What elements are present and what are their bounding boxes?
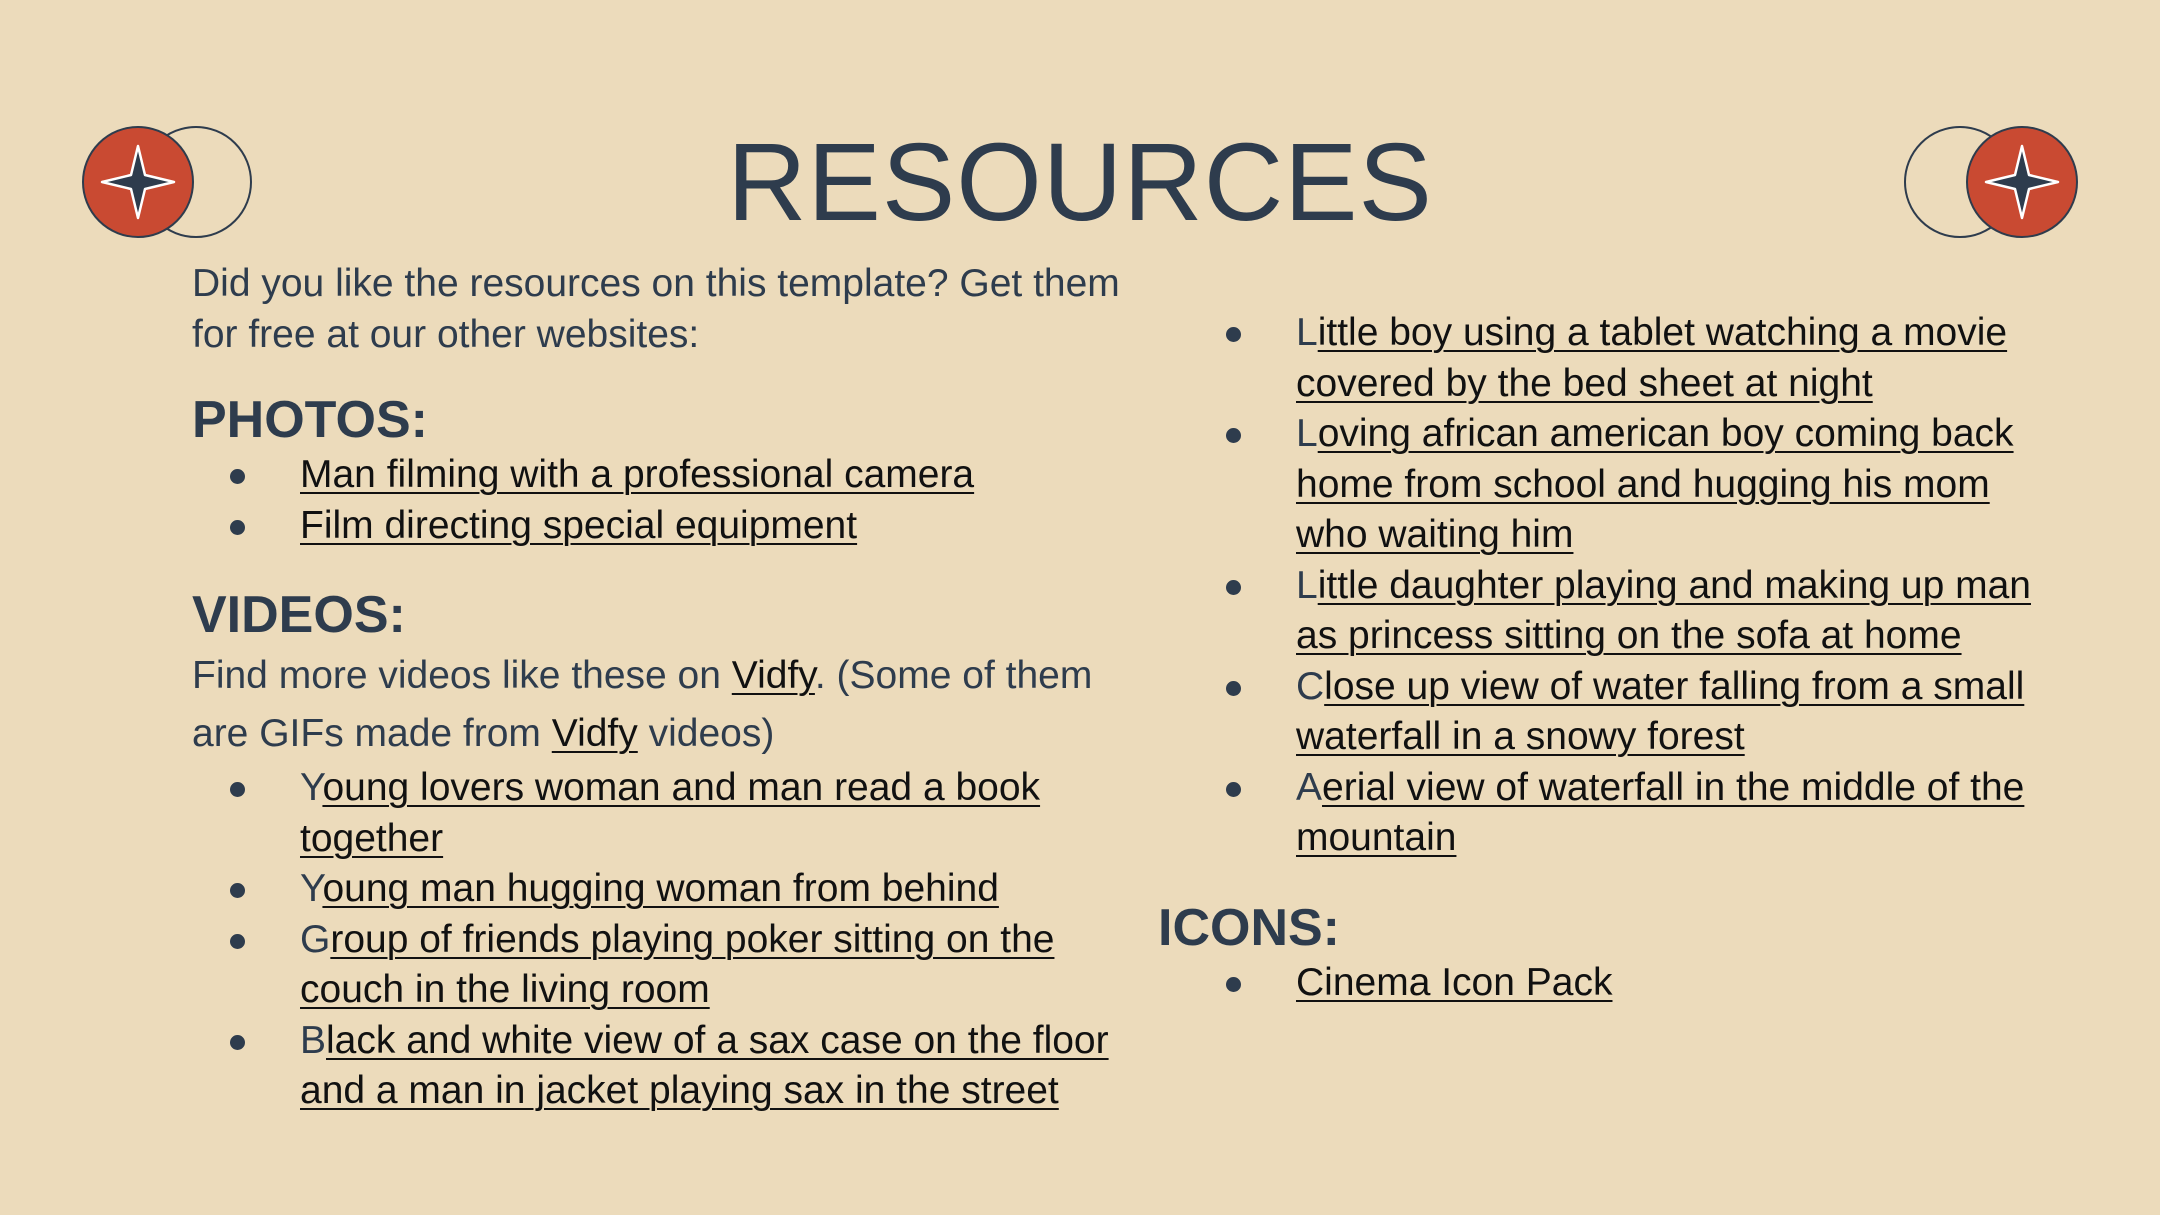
note-text: . (Some of them are GIFs made from (192, 654, 1093, 755)
first-letter: L (1296, 412, 1318, 455)
list-item (1190, 662, 2040, 763)
list-item (192, 864, 1152, 915)
resource-link[interactable]: Cinema Icon Pack (1296, 960, 1613, 1004)
list-item (1190, 308, 2040, 409)
icons-heading: ICONS: (1158, 898, 1340, 957)
page-title: RESOURCES (727, 121, 1433, 244)
first-letter: L (1296, 563, 1318, 607)
resource-link[interactable]: ittle boy using a tablet watching a movie covered by the bed sheet at night (1296, 311, 2008, 405)
bullet-icon (1226, 782, 1241, 797)
resource-link[interactable]: erial view of waterfall in the middle of the mountain (1296, 765, 2025, 859)
list-item (192, 1016, 1152, 1117)
vidfy-link[interactable]: Vidfy (551, 712, 638, 755)
first-letter: Y (300, 867, 323, 910)
resource-link[interactable]: oung man hugging woman from behind (322, 867, 999, 910)
first-letter: C (1296, 664, 1325, 708)
list-item (1190, 958, 2040, 1009)
first-letter: Y (300, 766, 323, 809)
first-letter: G (300, 917, 331, 961)
resource-link[interactable]: ittle daughter playing and making up man as princess sitting on the sofa at home (1296, 563, 2031, 657)
intro-text: Did you like the resources on this template? Get them for free at our other websites: (192, 262, 1120, 356)
bullet-icon (230, 934, 245, 949)
first-letter: B (300, 1018, 327, 1062)
videos-list (192, 763, 1152, 1117)
left-column (192, 258, 1152, 1117)
note-text: videos) (637, 712, 775, 755)
bullet-icon (1226, 327, 1241, 342)
list-item (1190, 409, 2040, 561)
videos-list-continued (1190, 308, 2040, 864)
vidfy-link[interactable]: Vidfy (731, 654, 815, 697)
resource-link[interactable]: Film directing special equipment (300, 503, 858, 547)
star-circle-icon (1902, 124, 2082, 240)
icons-list (1190, 958, 2040, 1009)
resource-link[interactable]: oving african american boy coming back home from school and hugging his mom who waiting him (1296, 412, 2014, 556)
first-letter: L (1296, 311, 1318, 354)
bullet-icon (1226, 580, 1241, 595)
bullet-icon (230, 520, 245, 535)
list-item (192, 763, 1152, 864)
list-item (1190, 763, 2040, 864)
videos-note (192, 647, 1152, 763)
bullet-icon (1226, 977, 1241, 992)
resource-link[interactable]: lose up view of water falling from a small waterfall in a snowy forest (1296, 664, 2025, 758)
bullet-icon (1226, 681, 1241, 696)
right-column (1158, 308, 2040, 1008)
bullet-icon (230, 1035, 245, 1050)
bullet-icon (230, 883, 245, 898)
resource-link[interactable]: oung lovers woman and man read a book together (300, 766, 1041, 860)
bullet-icon (230, 469, 245, 484)
videos-heading: VIDEOS: (192, 586, 406, 644)
resource-link[interactable]: roup of friends playing poker sitting on the couch in the living room (300, 917, 1055, 1011)
list-item (1190, 561, 2040, 662)
first-letter: A (1296, 765, 1323, 809)
list-item (192, 915, 1152, 1016)
photos-list (192, 450, 1152, 551)
resource-link[interactable]: Man filming with a professional camera (300, 453, 975, 496)
resource-link[interactable]: lack and white view of a sax case on the floor and a man in jacket playing sax in the street (300, 1018, 1109, 1112)
list-item (192, 450, 1152, 501)
list-item (192, 501, 1152, 552)
note-text: Find more videos like these on (192, 654, 732, 697)
bullet-icon (1226, 428, 1241, 443)
photos-heading: PHOTOS: (192, 391, 428, 449)
bullet-icon (230, 782, 245, 797)
